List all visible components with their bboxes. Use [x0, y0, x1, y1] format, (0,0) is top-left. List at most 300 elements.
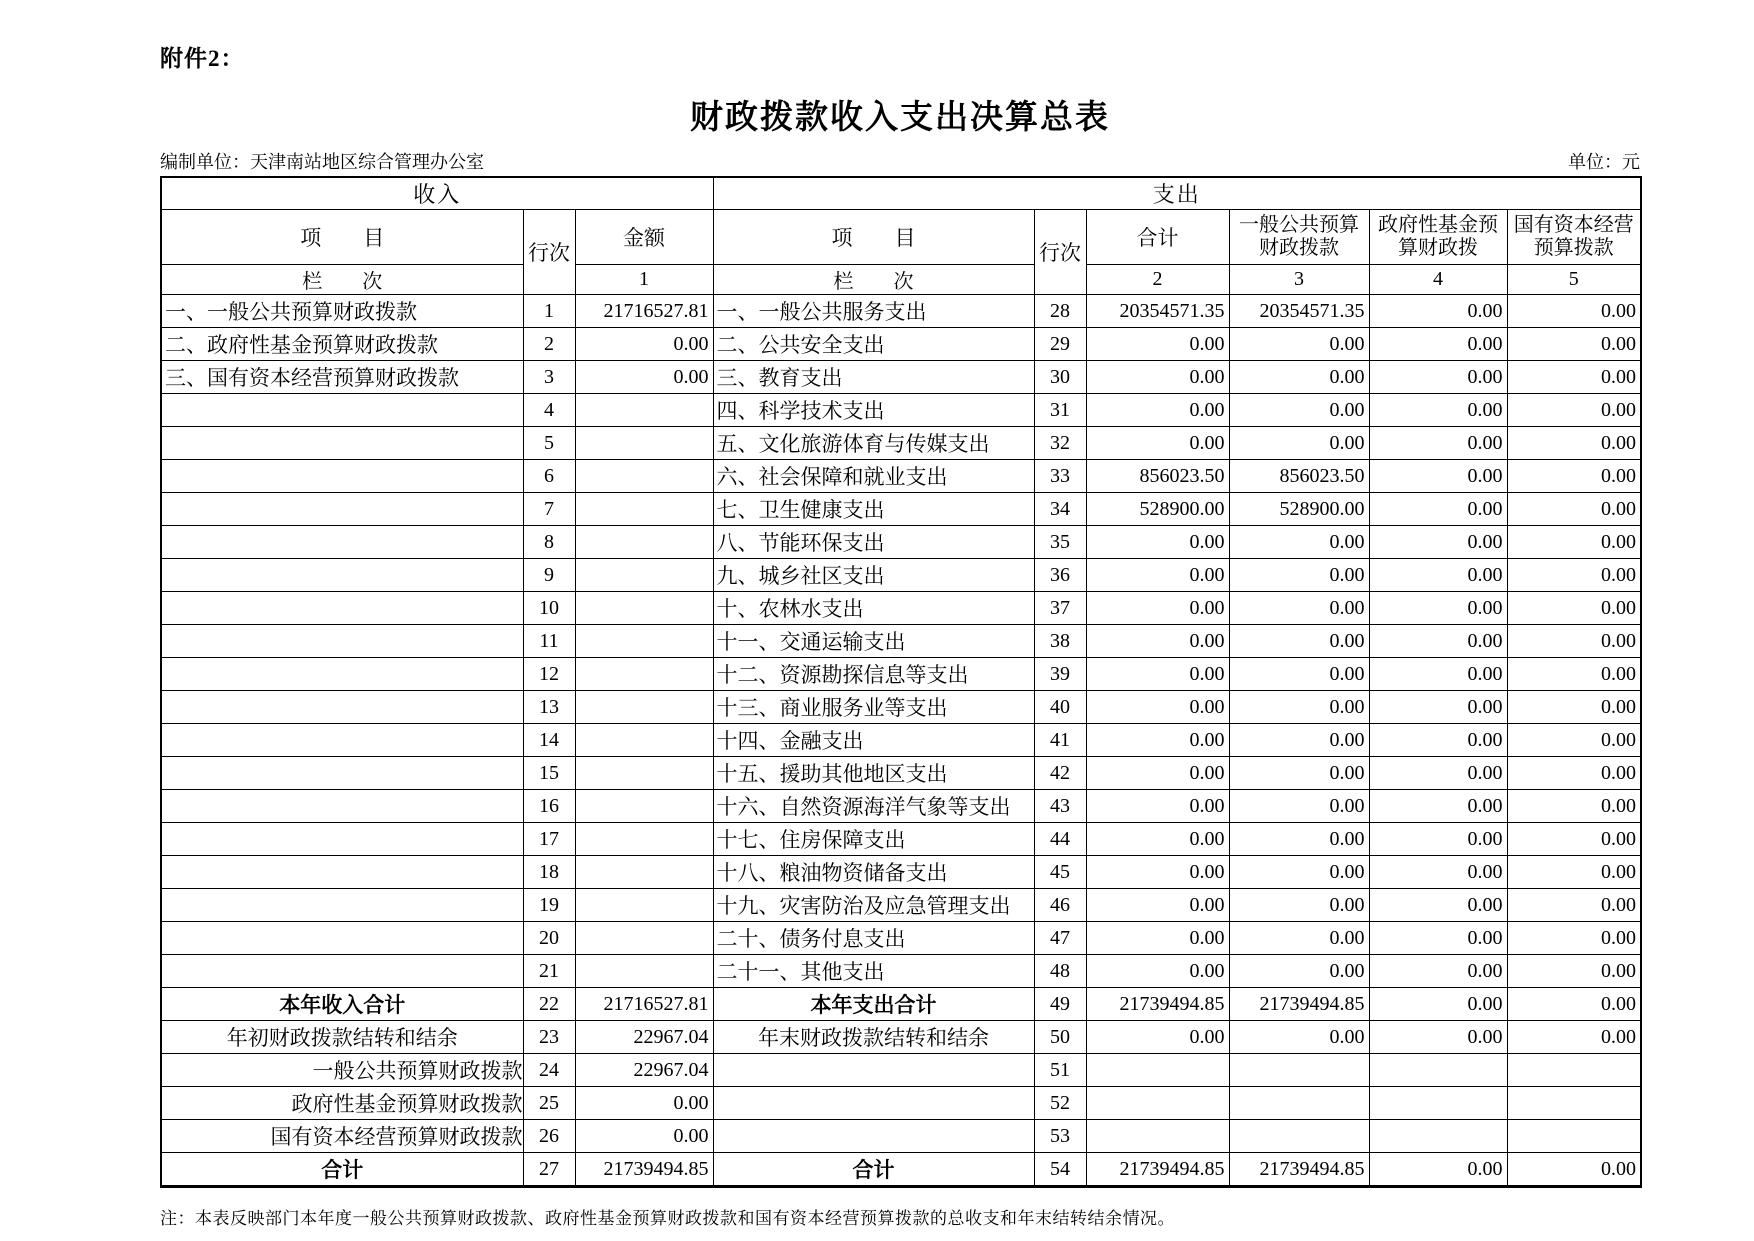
income-item-cell: 本年收入合计 [161, 988, 523, 1021]
unit-label: 单位：元 [1568, 152, 1640, 172]
income-item-cell [161, 559, 523, 592]
exp-total-cell: 0.00 [1086, 394, 1229, 427]
income-amount-cell: 22967.04 [575, 1021, 713, 1054]
exp-rowno-cell: 39 [1034, 658, 1086, 691]
income-amount-cell [575, 493, 713, 526]
exp-total-cell: 0.00 [1086, 658, 1229, 691]
exp-col5-cell [1507, 1120, 1641, 1153]
exp-item-cell: 二、公共安全支出 [713, 328, 1034, 361]
exp-rowno-cell: 29 [1034, 328, 1086, 361]
exp-item-cell: 十一、交通运输支出 [713, 625, 1034, 658]
exp-item-cell: 年末财政拨款结转和结余 [713, 1021, 1034, 1054]
income-section-header: 收入 [161, 177, 713, 210]
exp-col4-cell: 0.00 [1369, 460, 1507, 493]
exp-col3-cell: 0.00 [1229, 823, 1369, 856]
exp-col5-cell: 0.00 [1507, 1021, 1641, 1054]
exp-rowno-cell: 42 [1034, 757, 1086, 790]
exp-col3-cell: 528900.00 [1229, 493, 1369, 526]
exp-col5-cell: 0.00 [1507, 790, 1641, 823]
exp-col5-cell: 0.00 [1507, 889, 1641, 922]
exp-item-cell: 十三、商业服务业等支出 [713, 691, 1034, 724]
budget-table [160, 176, 1642, 1188]
income-rowno-cell: 4 [523, 394, 575, 427]
exp-total-cell: 20354571.35 [1086, 295, 1229, 328]
exp-col5-cell: 0.00 [1507, 724, 1641, 757]
table-row [161, 1087, 1641, 1120]
exp-rowno-cell: 38 [1034, 625, 1086, 658]
table-row [161, 493, 1641, 526]
income-amount-cell [575, 526, 713, 559]
exp-total-cell: 0.00 [1086, 823, 1229, 856]
income-item-cell [161, 526, 523, 559]
exp-total-cell: 0.00 [1086, 559, 1229, 592]
table-row [161, 658, 1641, 691]
exp-rowno-cell: 45 [1034, 856, 1086, 889]
exp-item-cell: 二十、债务付息支出 [713, 922, 1034, 955]
income-rowno-cell: 1 [523, 295, 575, 328]
exp-item-cell: 本年支出合计 [713, 988, 1034, 1021]
exp-col3-cell: 0.00 [1229, 427, 1369, 460]
exp-col3-cell: 0.00 [1229, 724, 1369, 757]
exp-col3-cell [1229, 1054, 1369, 1087]
income-amount-cell [575, 625, 713, 658]
income-item-cell: 政府性基金预算财政拨款 [161, 1087, 523, 1120]
income-rowno-cell: 10 [523, 592, 575, 625]
exp-col3-cell: 0.00 [1229, 691, 1369, 724]
income-rowno-cell: 8 [523, 526, 575, 559]
table-row [161, 328, 1641, 361]
exp-col3-cell: 0.00 [1229, 1021, 1369, 1054]
income-item-cell: 年初财政拨款结转和结余 [161, 1021, 523, 1054]
income-rowno-cell: 13 [523, 691, 575, 724]
table-row [161, 889, 1641, 922]
footnote: 注：本表反映部门本年度一般公共预算财政拨款、政府性基金预算财政拨款和国有资本经营预算拨款的总收支和年末结转结余情况。 [160, 1209, 1175, 1228]
exp-total-cell: 528900.00 [1086, 493, 1229, 526]
exp-col4-cell [1369, 1054, 1507, 1087]
income-rowno-cell: 24 [523, 1054, 575, 1087]
exp-col4-cell: 0.00 [1369, 526, 1507, 559]
exp-col5-cell: 0.00 [1507, 328, 1641, 361]
income-item-cell: 二、政府性基金预算财政拨款 [161, 328, 523, 361]
income-rowno-cell: 6 [523, 460, 575, 493]
exp-item-cell: 四、科学技术支出 [713, 394, 1034, 427]
exp-col4-cell: 0.00 [1369, 955, 1507, 988]
exp-col3-cell: 0.00 [1229, 361, 1369, 394]
exp-rowno-cell: 46 [1034, 889, 1086, 922]
exp-col5-cell: 0.00 [1507, 559, 1641, 592]
income-amount-cell: 22967.04 [575, 1054, 713, 1087]
income-item-cell [161, 394, 523, 427]
table-row [161, 757, 1641, 790]
table-row [161, 691, 1641, 724]
exp-rowno-cell: 37 [1034, 592, 1086, 625]
exp-rowno-cell: 47 [1034, 922, 1086, 955]
income-amount-cell [575, 790, 713, 823]
exp-col4-cell: 0.00 [1369, 889, 1507, 922]
expenditure-section-header: 支出 [713, 177, 1641, 210]
income-amount-cell: 0.00 [575, 1087, 713, 1120]
exp-item-cell: 八、节能环保支出 [713, 526, 1034, 559]
exp-item-cell [713, 1120, 1034, 1153]
income-rowno-cell: 14 [523, 724, 575, 757]
exp-item-cell: 十七、住房保障支出 [713, 823, 1034, 856]
exp-general-public-header: 一般公共预算财政拨款 [1229, 210, 1369, 265]
income-amount-cell: 0.00 [575, 361, 713, 394]
income-amount-cell [575, 427, 713, 460]
exp-item-cell: 五、文化旅游体育与传媒支出 [713, 427, 1034, 460]
exp-total-cell: 0.00 [1086, 757, 1229, 790]
exp-rowno-cell: 31 [1034, 394, 1086, 427]
income-amount-cell [575, 658, 713, 691]
exp-col3-cell: 0.00 [1229, 955, 1369, 988]
exp-state-capital-header: 国有资本经营预算拨款 [1507, 210, 1641, 265]
exp-rowno-cell: 30 [1034, 361, 1086, 394]
table-row [161, 361, 1641, 394]
income-item-cell [161, 724, 523, 757]
exp-total-cell: 0.00 [1086, 592, 1229, 625]
exp-item-cell [713, 1054, 1034, 1087]
exp-col-num-5: 5 [1507, 265, 1641, 295]
exp-total-cell: 0.00 [1086, 955, 1229, 988]
exp-col4-cell: 0.00 [1369, 427, 1507, 460]
exp-item-cell: 十、农林水支出 [713, 592, 1034, 625]
exp-col3-cell: 0.00 [1229, 922, 1369, 955]
exp-col5-cell: 0.00 [1507, 658, 1641, 691]
exp-col3-cell: 20354571.35 [1229, 295, 1369, 328]
table-row [161, 823, 1641, 856]
income-item-cell [161, 856, 523, 889]
income-amount-header: 金额 [575, 210, 713, 265]
exp-item-cell: 九、城乡社区支出 [713, 559, 1034, 592]
income-amount-cell: 21716527.81 [575, 295, 713, 328]
exp-total-cell: 0.00 [1086, 427, 1229, 460]
exp-col5-cell: 0.00 [1507, 988, 1641, 1021]
exp-column-index-label: 栏 次 [713, 265, 1034, 295]
exp-total-cell: 0.00 [1086, 922, 1229, 955]
income-item-cell [161, 592, 523, 625]
table-row [161, 1120, 1641, 1153]
exp-col4-cell: 0.00 [1369, 823, 1507, 856]
table-row [161, 988, 1641, 1021]
income-rowno-cell: 19 [523, 889, 575, 922]
exp-col3-cell: 0.00 [1229, 394, 1369, 427]
income-rowno-cell: 9 [523, 559, 575, 592]
income-item-cell [161, 889, 523, 922]
exp-rowno-cell: 51 [1034, 1054, 1086, 1087]
exp-col3-cell: 0.00 [1229, 658, 1369, 691]
income-amount-cell [575, 559, 713, 592]
table-row [161, 427, 1641, 460]
exp-col4-cell: 0.00 [1369, 757, 1507, 790]
income-rowno-cell: 25 [523, 1087, 575, 1120]
exp-col4-cell: 0.00 [1369, 625, 1507, 658]
exp-total-cell: 0.00 [1086, 328, 1229, 361]
exp-rowno-cell: 43 [1034, 790, 1086, 823]
income-amount-cell [575, 757, 713, 790]
income-rowno-cell: 16 [523, 790, 575, 823]
income-item-cell: 一、一般公共预算财政拨款 [161, 295, 523, 328]
exp-col3-cell [1229, 1087, 1369, 1120]
exp-col4-cell: 0.00 [1369, 988, 1507, 1021]
exp-col4-cell: 0.00 [1369, 295, 1507, 328]
table-row [161, 790, 1641, 823]
exp-col5-cell: 0.00 [1507, 295, 1641, 328]
exp-col4-cell: 0.00 [1369, 493, 1507, 526]
exp-col3-cell: 0.00 [1229, 625, 1369, 658]
exp-col4-cell [1369, 1087, 1507, 1120]
income-rowno-cell: 23 [523, 1021, 575, 1054]
exp-col3-cell: 21739494.85 [1229, 988, 1369, 1021]
exp-col5-cell: 0.00 [1507, 493, 1641, 526]
income-item-header: 项 目 [161, 210, 523, 265]
income-rowno-cell: 3 [523, 361, 575, 394]
exp-col-num-2: 2 [1086, 265, 1229, 295]
table-row [161, 394, 1641, 427]
income-amount-cell [575, 922, 713, 955]
exp-total-cell: 0.00 [1086, 790, 1229, 823]
income-rowno-cell: 26 [523, 1120, 575, 1153]
exp-rowno-cell: 28 [1034, 295, 1086, 328]
income-rowno-cell: 27 [523, 1153, 575, 1187]
exp-col5-cell: 0.00 [1507, 394, 1641, 427]
exp-col5-cell: 0.00 [1507, 592, 1641, 625]
section-header-row [161, 177, 1641, 210]
table-row [161, 955, 1641, 988]
income-item-cell: 国有资本经营预算财政拨款 [161, 1120, 523, 1153]
income-rowno-cell: 18 [523, 856, 575, 889]
exp-item-cell: 合计 [713, 1153, 1034, 1187]
exp-rowno-cell: 35 [1034, 526, 1086, 559]
exp-col4-cell: 0.00 [1369, 559, 1507, 592]
exp-col4-cell: 0.00 [1369, 328, 1507, 361]
exp-rowno-cell: 32 [1034, 427, 1086, 460]
exp-total-cell: 0.00 [1086, 889, 1229, 922]
exp-col3-cell: 0.00 [1229, 559, 1369, 592]
exp-item-cell: 七、卫生健康支出 [713, 493, 1034, 526]
income-rowno-cell: 2 [523, 328, 575, 361]
exp-rowno-cell: 49 [1034, 988, 1086, 1021]
exp-col5-cell: 0.00 [1507, 823, 1641, 856]
document-sheet [160, 40, 1640, 1229]
exp-item-cell: 六、社会保障和就业支出 [713, 460, 1034, 493]
exp-col3-cell: 0.00 [1229, 526, 1369, 559]
column-header-row [161, 210, 1641, 265]
exp-col4-cell [1369, 1120, 1507, 1153]
exp-total-cell [1086, 1054, 1229, 1087]
exp-total-cell: 0.00 [1086, 526, 1229, 559]
exp-col5-cell: 0.00 [1507, 361, 1641, 394]
exp-col5-cell: 0.00 [1507, 460, 1641, 493]
exp-col4-cell: 0.00 [1369, 856, 1507, 889]
income-amount-cell [575, 691, 713, 724]
exp-item-cell: 一、一般公共服务支出 [713, 295, 1034, 328]
table-row [161, 295, 1641, 328]
exp-col5-cell [1507, 1087, 1641, 1120]
exp-rowno-cell: 44 [1034, 823, 1086, 856]
table-body [161, 295, 1641, 1187]
exp-item-cell: 二十一、其他支出 [713, 955, 1034, 988]
exp-item-cell: 十八、粮油物资储备支出 [713, 856, 1034, 889]
income-item-cell [161, 922, 523, 955]
exp-col5-cell: 0.00 [1507, 856, 1641, 889]
income-amount-cell: 0.00 [575, 1120, 713, 1153]
income-amount-cell [575, 823, 713, 856]
exp-item-cell [713, 1087, 1034, 1120]
income-rowno-cell: 5 [523, 427, 575, 460]
exp-col3-cell: 0.00 [1229, 757, 1369, 790]
exp-rowno-header: 行次 [1034, 210, 1086, 295]
exp-col5-cell: 0.00 [1507, 691, 1641, 724]
exp-col4-cell: 0.00 [1369, 361, 1507, 394]
exp-rowno-cell: 40 [1034, 691, 1086, 724]
income-rowno-cell: 17 [523, 823, 575, 856]
exp-rowno-cell: 34 [1034, 493, 1086, 526]
exp-total-cell: 0.00 [1086, 691, 1229, 724]
exp-col5-cell: 0.00 [1507, 427, 1641, 460]
income-rowno-cell: 7 [523, 493, 575, 526]
exp-col-num-4: 4 [1369, 265, 1507, 295]
table-row [161, 460, 1641, 493]
page-title: 财政拨款收入支出决算总表 [690, 100, 1110, 136]
income-amount-cell [575, 394, 713, 427]
meta-line [160, 148, 1640, 174]
exp-col5-cell: 0.00 [1507, 526, 1641, 559]
income-item-cell [161, 823, 523, 856]
table-row [161, 724, 1641, 757]
income-column-index-label: 栏 次 [161, 265, 523, 295]
exp-total-cell: 0.00 [1086, 625, 1229, 658]
income-rowno-header: 行次 [523, 210, 575, 295]
income-amount-cell [575, 856, 713, 889]
income-item-cell [161, 460, 523, 493]
exp-col3-cell: 856023.50 [1229, 460, 1369, 493]
exp-rowno-cell: 50 [1034, 1021, 1086, 1054]
exp-col3-cell: 0.00 [1229, 790, 1369, 823]
exp-item-cell: 十五、援助其他地区支出 [713, 757, 1034, 790]
attachment-label: 附件2： [160, 46, 245, 71]
table-row [161, 559, 1641, 592]
table-row [161, 1054, 1641, 1087]
income-item-cell [161, 427, 523, 460]
exp-col3-cell: 21739494.85 [1229, 1153, 1369, 1187]
exp-col3-cell: 0.00 [1229, 889, 1369, 922]
income-rowno-cell: 22 [523, 988, 575, 1021]
income-amount-cell: 0.00 [575, 328, 713, 361]
exp-total-cell: 21739494.85 [1086, 1153, 1229, 1187]
income-item-cell: 合计 [161, 1153, 523, 1187]
income-item-cell [161, 955, 523, 988]
exp-total-cell: 0.00 [1086, 856, 1229, 889]
table-row [161, 1021, 1641, 1054]
exp-item-cell: 十六、自然资源海洋气象等支出 [713, 790, 1034, 823]
exp-rowno-cell: 33 [1034, 460, 1086, 493]
income-amount-cell: 21739494.85 [575, 1153, 713, 1187]
exp-total-cell: 0.00 [1086, 361, 1229, 394]
exp-col4-cell: 0.00 [1369, 724, 1507, 757]
income-item-cell: 一般公共预算财政拨款 [161, 1054, 523, 1087]
exp-rowno-cell: 54 [1034, 1153, 1086, 1187]
table-row [161, 856, 1641, 889]
table-row [161, 1153, 1641, 1187]
table-row [161, 922, 1641, 955]
exp-col5-cell: 0.00 [1507, 1153, 1641, 1187]
income-rowno-cell: 12 [523, 658, 575, 691]
income-amount-cell [575, 889, 713, 922]
column-index-row [161, 265, 1641, 295]
table-row [161, 592, 1641, 625]
income-rowno-cell: 21 [523, 955, 575, 988]
exp-rowno-cell: 36 [1034, 559, 1086, 592]
table-row [161, 625, 1641, 658]
income-rowno-cell: 15 [523, 757, 575, 790]
exp-col4-cell: 0.00 [1369, 1021, 1507, 1054]
exp-rowno-cell: 52 [1034, 1087, 1086, 1120]
income-item-cell [161, 757, 523, 790]
exp-item-cell: 三、教育支出 [713, 361, 1034, 394]
exp-rowno-cell: 53 [1034, 1120, 1086, 1153]
income-amount-cell [575, 724, 713, 757]
exp-total-cell: 21739494.85 [1086, 988, 1229, 1021]
exp-total-cell: 0.00 [1086, 724, 1229, 757]
income-amount-cell [575, 460, 713, 493]
exp-col5-cell [1507, 1054, 1641, 1087]
exp-rowno-cell: 41 [1034, 724, 1086, 757]
income-item-cell [161, 658, 523, 691]
table-row [161, 526, 1641, 559]
exp-item-cell: 十九、灾害防治及应急管理支出 [713, 889, 1034, 922]
exp-item-cell: 十四、金融支出 [713, 724, 1034, 757]
exp-col3-cell: 0.00 [1229, 592, 1369, 625]
exp-col3-cell: 0.00 [1229, 328, 1369, 361]
exp-col4-cell: 0.00 [1369, 658, 1507, 691]
exp-col5-cell: 0.00 [1507, 625, 1641, 658]
income-amount-cell [575, 955, 713, 988]
exp-total-header: 合计 [1086, 210, 1229, 265]
exp-col4-cell: 0.00 [1369, 394, 1507, 427]
exp-col-num-3: 3 [1229, 265, 1369, 295]
exp-col4-cell: 0.00 [1369, 592, 1507, 625]
prepared-by-label: 编制单位：天津南站地区综合管理办公室 [160, 152, 484, 172]
exp-total-cell [1086, 1120, 1229, 1153]
income-item-cell [161, 790, 523, 823]
exp-total-cell: 856023.50 [1086, 460, 1229, 493]
exp-col4-cell: 0.00 [1369, 922, 1507, 955]
income-amount-cell [575, 592, 713, 625]
income-rowno-cell: 11 [523, 625, 575, 658]
exp-col5-cell: 0.00 [1507, 955, 1641, 988]
exp-col4-cell: 0.00 [1369, 1153, 1507, 1187]
exp-col5-cell: 0.00 [1507, 757, 1641, 790]
income-amount-cell: 21716527.81 [575, 988, 713, 1021]
income-item-cell [161, 691, 523, 724]
exp-col3-cell: 0.00 [1229, 856, 1369, 889]
exp-col5-cell: 0.00 [1507, 922, 1641, 955]
exp-total-cell: 0.00 [1086, 1021, 1229, 1054]
income-col-num-1: 1 [575, 265, 713, 295]
income-item-cell: 三、国有资本经营预算财政拨款 [161, 361, 523, 394]
exp-total-cell [1086, 1087, 1229, 1120]
exp-rowno-cell: 48 [1034, 955, 1086, 988]
income-item-cell [161, 625, 523, 658]
exp-item-header: 项 目 [713, 210, 1034, 265]
exp-col4-cell: 0.00 [1369, 691, 1507, 724]
exp-col3-cell [1229, 1120, 1369, 1153]
income-item-cell [161, 493, 523, 526]
exp-item-cell: 十二、资源勘探信息等支出 [713, 658, 1034, 691]
income-rowno-cell: 20 [523, 922, 575, 955]
exp-govt-fund-header: 政府性基金预算财政拨 [1369, 210, 1507, 265]
exp-col4-cell: 0.00 [1369, 790, 1507, 823]
